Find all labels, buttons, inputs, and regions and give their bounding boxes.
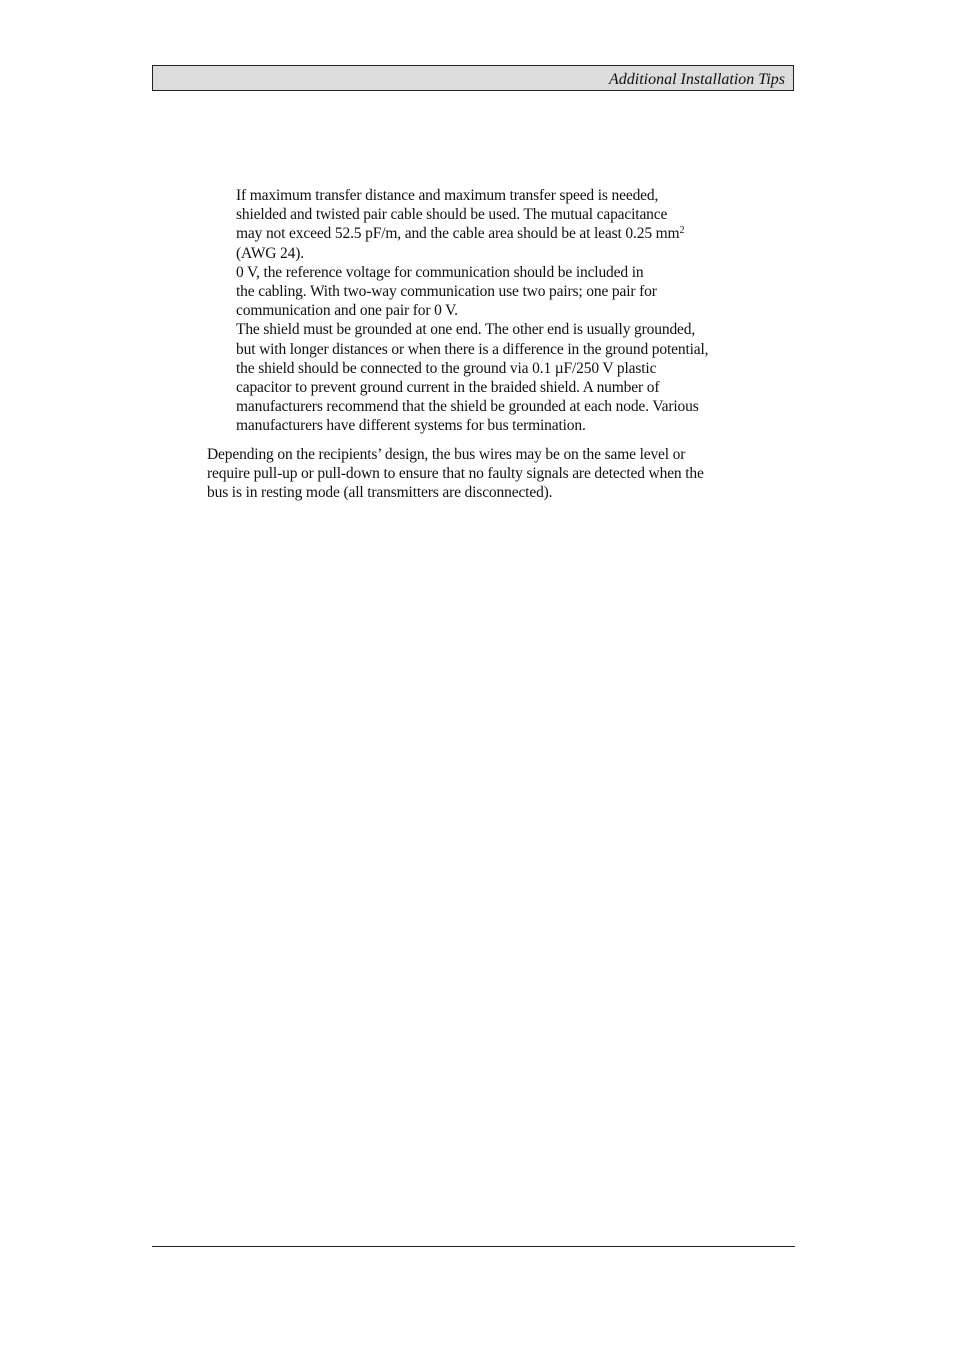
- superscript: 2: [679, 225, 685, 237]
- text-line: 0 V, the reference voltage for communication should be included in: [236, 263, 644, 281]
- text-line: bus is in resting mode (all transmitters are disconnected).: [207, 484, 553, 502]
- text-line: Depending on the recipients’ design, the bus wires may be on the same level or: [207, 446, 686, 463]
- text-line: [236, 224, 756, 243]
- text-line: require pull-up or pull-down to ensure that no faulty signals are detected when the: [207, 465, 704, 483]
- text-line: but with longer distances or when there is a difference in the ground potential,: [236, 340, 709, 358]
- text-line: manufacturers have different systems for bus termination.: [236, 417, 586, 435]
- text-line: the cabling. With two-way communication use two pairs; one pair for: [236, 283, 657, 301]
- text-line: manufacturers recommend that the shield be grounded at each node. Various: [236, 398, 699, 416]
- text-line: communication and one pair for 0 V.: [236, 302, 458, 320]
- header-title: Additional Installation Tips: [608, 71, 785, 88]
- text-line: the shield should be connected to the ground via 0.1 µF/250 V plastic: [236, 359, 657, 377]
- page-header: [152, 65, 794, 91]
- text-line: The shield must be grounded at one end. The other end is usually grounded,: [236, 321, 696, 339]
- bus-termination-paragraph: [207, 445, 767, 503]
- text-line: shielded and twisted pair cable should be used. The mutual capacitance: [236, 206, 668, 224]
- footer-divider: [152, 1246, 795, 1247]
- text-line: If maximum transfer distance and maximum transfer speed is needed,: [236, 187, 659, 204]
- cabling-requirements-block: [236, 186, 756, 436]
- text-line-content: may not exceed 52.5 pF/m, and the cable area should be at least 0.25 mm: [236, 225, 680, 243]
- text-line: capacitor to prevent ground current in the braided shield. A number of: [236, 379, 660, 397]
- text-line: (AWG 24).: [236, 244, 304, 262]
